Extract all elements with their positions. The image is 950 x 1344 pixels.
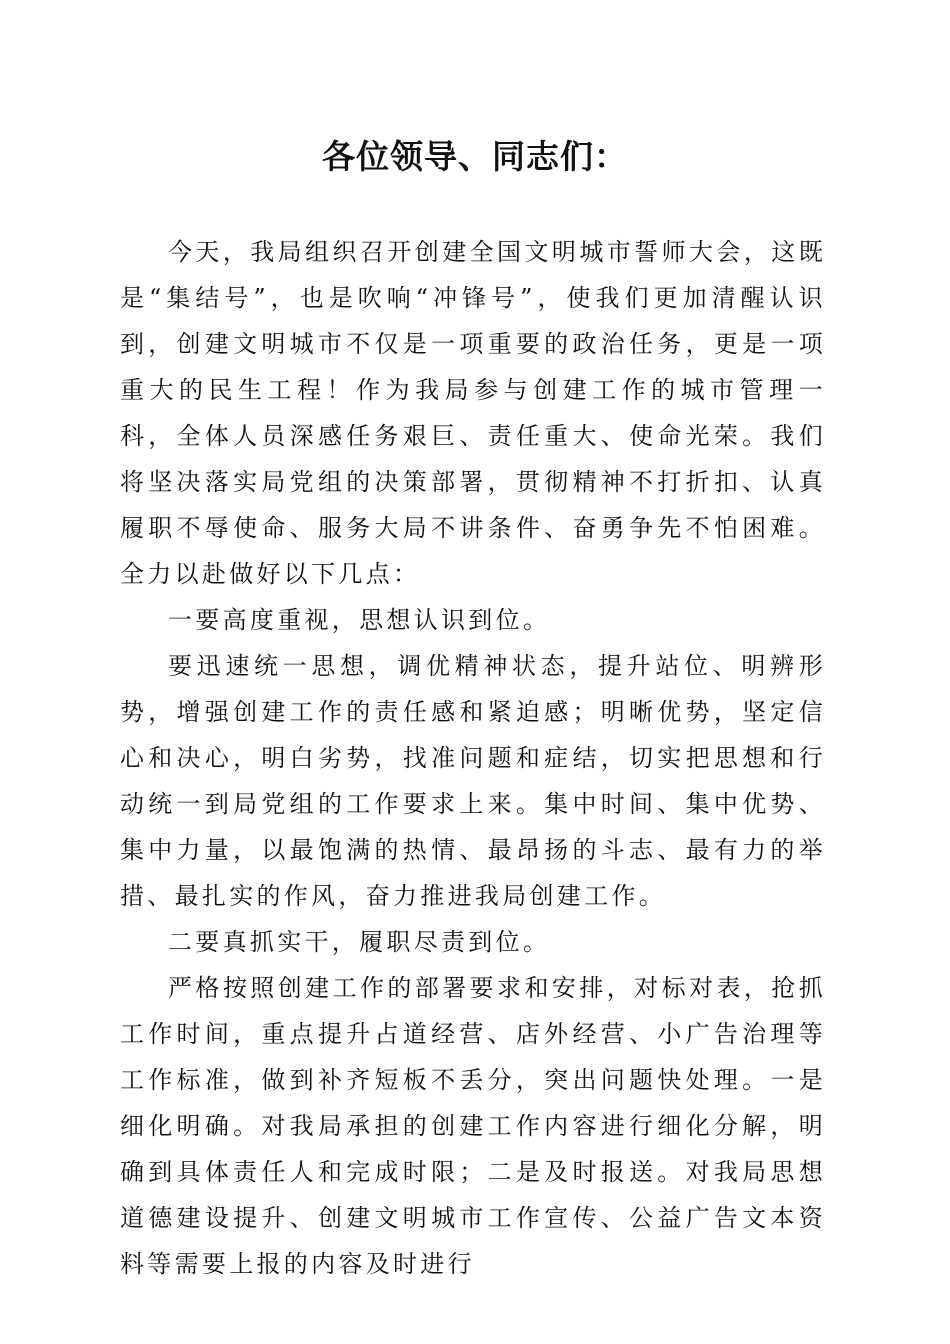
paragraph-section-2: 严格按照创建工作的部署要求和安排，对标对表，抢抓工作时间，重点提升占道经营、店外经营、小广告治理等工作标准，做到补齐短板不丢分，突出问题快处理。一是细化明确。对我局承担的创建工作内容进行细化分解，明确到具体责任人和完成时限；二是及时报送。对我局思想道德建设提升、创建文明城市工作宣传、公益广告文本资料等需要上报的内容及时进行 — [120, 974, 826, 1278]
document-title: 各位领导、同志们： — [322, 137, 628, 176]
paragraph-intro: 今天，我局组织召开创建全国文明城市誓师大会，这既是“集结号”，也是吹响“冲锋号”，使我们更加清醒认识到，创建文明城市不仅是一项重要的政治任务，更是一项重大的民生工程！作为我局参与创建工作的城市管理一科，全体人员深感任务艰巨、责任重大、使命光荣。我们将坚决落实局党组的决策部署，贯彻精神不打折扣、认真履职不辱使命、服务大局不讲条件、奋勇争先不怕困难。全力以赴做好以下几点： — [120, 238, 826, 588]
section-heading-1: 一要高度重视，思想认识到位。 — [168, 606, 551, 634]
paragraph-section-1: 要迅速统一思想，调优精神状态，提升站位、明辨形势，增强创建工作的责任感和紧迫感；明晰优势，坚定信心和决心，明白劣势，找准问题和症结，切实把思想和行动统一到局党组的工作要求上来。集中时间、集中优势、集中力量，以最饱满的热情、最昂扬的斗志、最有力的举措、最扎实的作风，奋力推进我局创建工作。 — [120, 652, 826, 910]
document-body — [120, 229, 826, 1287]
section-heading-2: 二要真抓实干，履职尽责到位。 — [168, 928, 551, 956]
